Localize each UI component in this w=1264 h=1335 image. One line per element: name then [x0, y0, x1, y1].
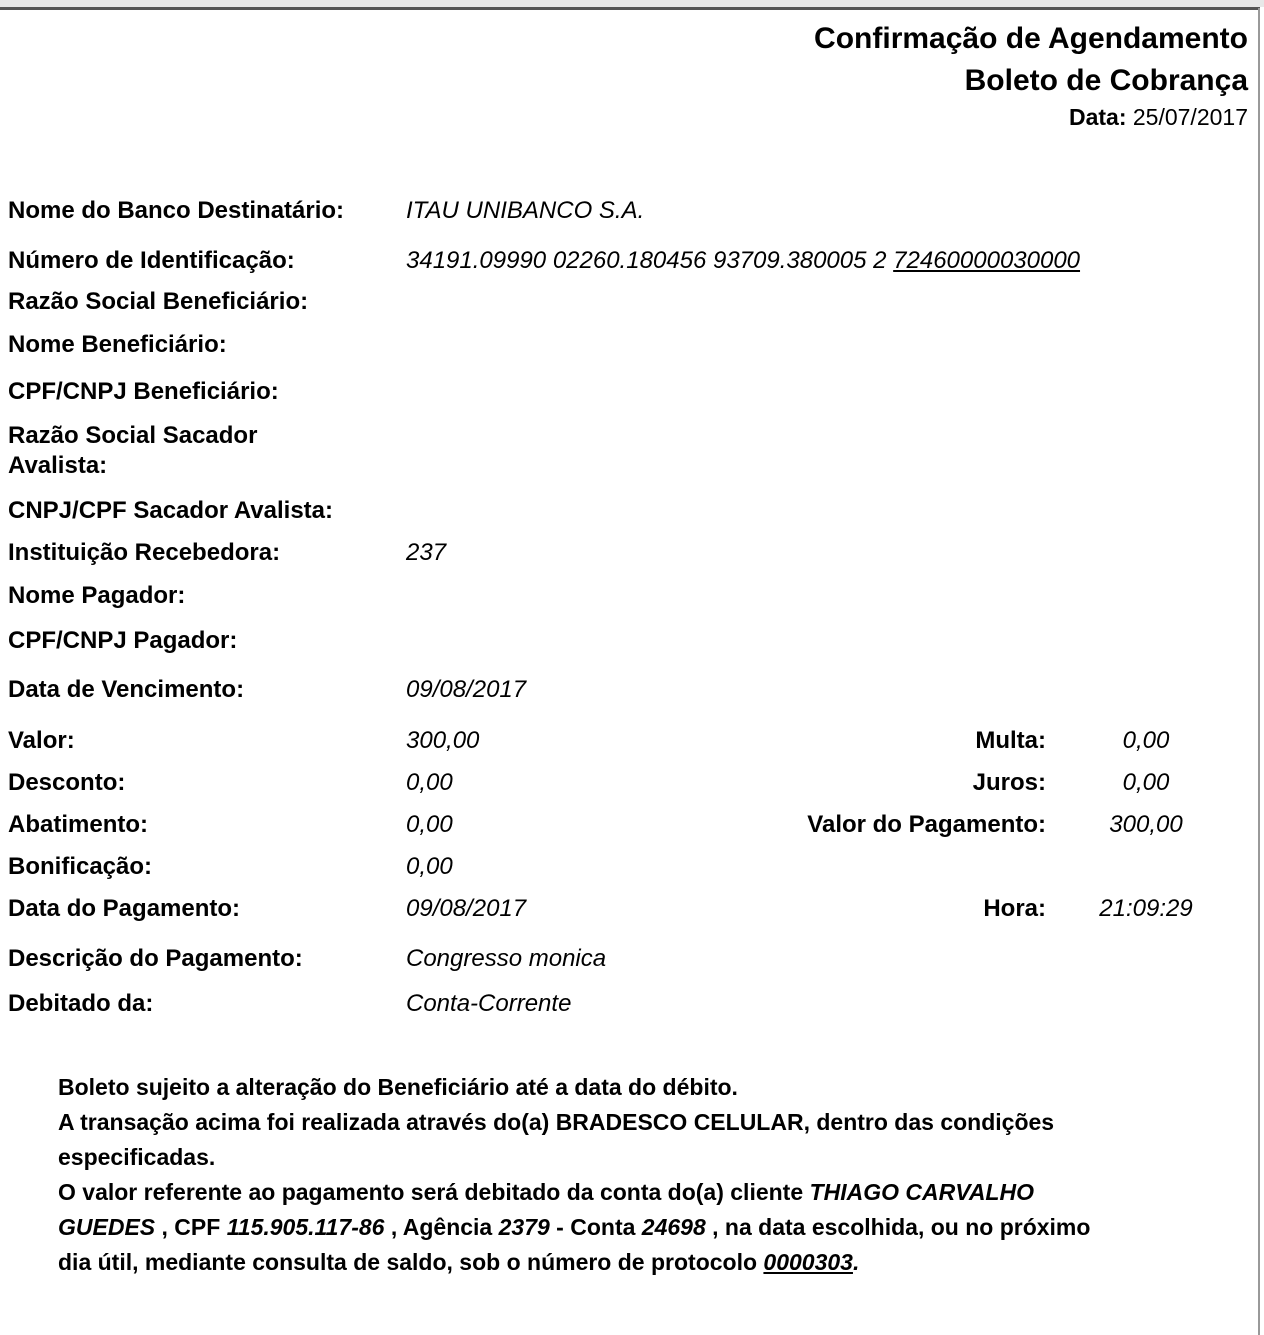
abatimento-value: 0,00 [406, 811, 453, 838]
valor-label: Valor: [8, 727, 75, 754]
row-valor [8, 727, 1248, 757]
notice-text: . [852, 1249, 860, 1275]
razao-sacador-label-1: Razão Social Sacador [8, 422, 258, 449]
bonificacao-value: 0,00 [406, 853, 453, 880]
date-label: Data: [1068, 104, 1127, 130]
valor-pagamento-label: Valor do Pagamento: [807, 811, 1046, 838]
notice-line-2: A transação acima foi realizada através do(a) BRADESCO CELULAR, dentro das condições especificadas. [58, 1109, 1055, 1170]
page-subtitle: Boleto de Cobrança [964, 64, 1248, 97]
row-abatimento [8, 811, 1248, 841]
hora-label: Hora: [983, 895, 1046, 922]
nome-pagador-label: Nome Pagador: [8, 582, 186, 609]
debitado-value: Conta-Corrente [406, 990, 572, 1017]
vencimento-value: 09/08/2017 [406, 676, 527, 703]
notice-line-1: Boleto sujeito a alteração do Beneficiário até a data do débito. [58, 1074, 738, 1100]
row-vencimento [8, 676, 1248, 706]
numero-value-main: 34191.09990 02260.180456 93709.380005 2 [406, 247, 887, 274]
row-numero [8, 247, 1248, 277]
notice-text: , CPF [155, 1214, 227, 1240]
instituicao-label: Instituição Recebedora: [8, 539, 281, 566]
banco-label: Nome do Banco Destinatário: [8, 197, 345, 224]
numero-label: Número de Identificação: [8, 247, 295, 274]
banco-value: ITAU UNIBANCO S.A. [406, 197, 645, 224]
notice-paragraph-3 [58, 1175, 1108, 1280]
multa-value: 0,00 [1122, 727, 1170, 754]
client-name: THIAGO CARVALHO GUEDES [58, 1179, 1034, 1240]
top-bar [0, 0, 1264, 7]
descricao-label: Descrição do Pagamento: [8, 945, 303, 972]
valor-value: 300,00 [406, 727, 480, 754]
cpf-benef-label: CPF/CNPJ Beneficiário: [8, 378, 279, 405]
row-nome-pagador [8, 582, 1248, 612]
razao-benef-label: Razão Social Beneficiário: [8, 288, 309, 315]
juros-value: 0,00 [1122, 769, 1170, 796]
row-cpf-pagador [8, 627, 1248, 657]
agency-number: 2379 [498, 1214, 550, 1240]
instituicao-value: 237 [406, 539, 447, 566]
row-descricao [8, 945, 1248, 975]
vencimento-label: Data de Vencimento: [8, 676, 245, 703]
valor-pagamento-value: 300,00 [1109, 811, 1183, 838]
notice-text: O valor referente ao pagamento será debitado da conta do(a) cliente [58, 1179, 810, 1205]
descricao-value: Congresso monica [406, 945, 607, 972]
debitado-label: Debitado da: [8, 990, 154, 1017]
row-cpf-benef [8, 378, 1248, 408]
cpf-pagador-label: CPF/CNPJ Pagador: [8, 627, 238, 654]
row-razao-benef [8, 288, 1248, 318]
numero-value-underlined: 72460000030000 [893, 247, 1081, 274]
page-title: Confirmação de Agendamento [814, 22, 1248, 55]
row-razao-sacador-2 [8, 452, 1248, 482]
numero-value [406, 247, 1080, 275]
right-border [1258, 8, 1260, 1335]
client-cpf: 115.905.117-86 [226, 1214, 385, 1240]
notice-text: - Conta [549, 1214, 642, 1240]
payment-notice [58, 1070, 1108, 1280]
protocol-number: 0000303 [763, 1249, 853, 1275]
nome-benef-label: Nome Beneficiário: [8, 331, 227, 358]
row-nome-benef [8, 331, 1248, 361]
row-razao-sacador [8, 422, 1248, 452]
cnpj-sacador-label: CNPJ/CPF Sacador Avalista: [8, 497, 333, 524]
row-desconto [8, 769, 1248, 799]
row-bonificacao [8, 853, 1248, 883]
notice-text: , Agência [384, 1214, 499, 1240]
desconto-label: Desconto: [8, 769, 126, 796]
date-value: 25/07/2017 [1132, 104, 1248, 130]
data-pagamento-value: 09/08/2017 [406, 895, 527, 922]
row-instituicao [8, 539, 1248, 569]
row-data-pagamento [8, 895, 1248, 925]
abatimento-label: Abatimento: [8, 811, 148, 838]
multa-label: Multa: [975, 727, 1046, 754]
data-pagamento-label: Data do Pagamento: [8, 895, 241, 922]
document-date [1069, 104, 1248, 131]
bonificacao-label: Bonificação: [8, 853, 153, 880]
juros-label: Juros: [972, 769, 1046, 796]
hora-value: 21:09:29 [1099, 895, 1193, 922]
row-banco [8, 197, 1248, 227]
row-debitado [8, 990, 1248, 1020]
row-cnpj-sacador [8, 497, 1248, 527]
razao-sacador-label-2: Avalista: [8, 452, 108, 479]
desconto-value: 0,00 [406, 769, 453, 796]
notice-text: , na data escolhida, ou no próximo dia útil, mediante consulta de saldo, sob o número de protocolo [58, 1214, 1091, 1275]
top-divider [0, 7, 1260, 10]
account-number: 24698 [641, 1214, 706, 1240]
